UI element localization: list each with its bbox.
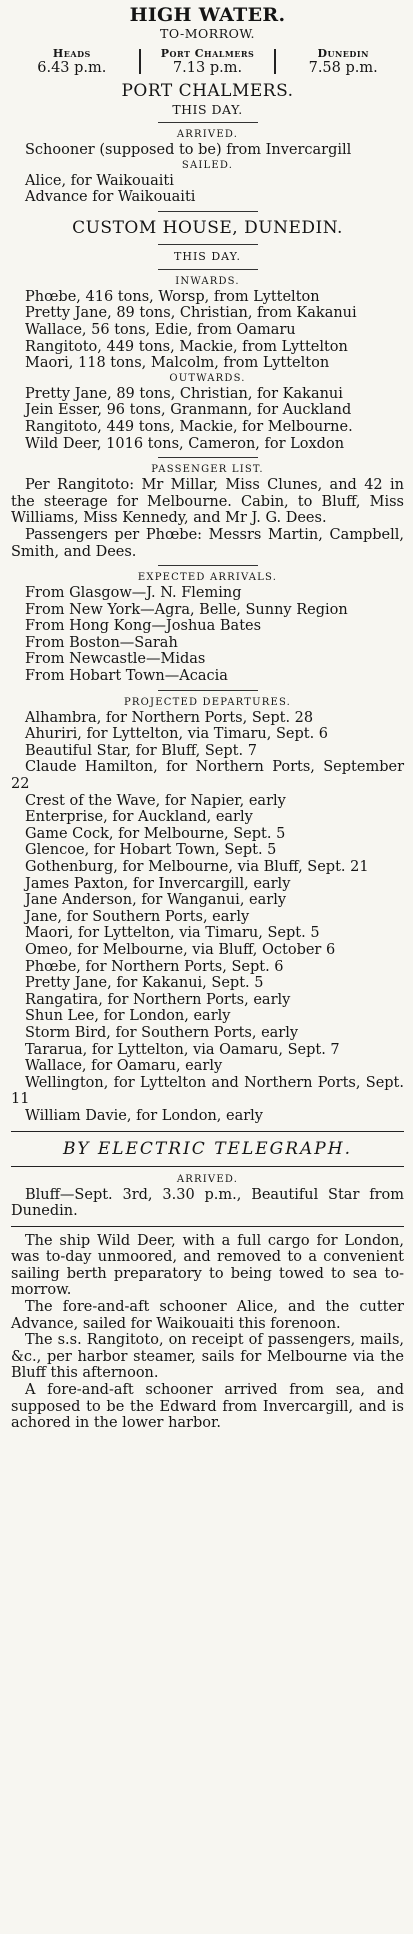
departure-entry: Ahuriri, for Lyttelton, via Timaru, Sept. 6 xyxy=(25,726,329,743)
departure-entry: Rangatira, for Northern Ports, early xyxy=(25,991,291,1008)
tide-time: 7.58 p.m. xyxy=(308,60,378,76)
short-rule xyxy=(158,122,258,123)
departure-entry: Storm Bird, for Southern Ports, early xyxy=(25,1024,299,1041)
outwards-entry: Rangitoto, 449 tons, Mackie, for Melbourne. xyxy=(25,418,353,435)
outwards-heading: OUTWARDS. xyxy=(169,372,246,384)
departure-entry: Alhambra, for Northern Ports, Sept. 28 xyxy=(25,709,314,726)
departure-entry: Jane Anderson, for Wanganui, early xyxy=(25,892,287,909)
sailed-entry: Alice, for Waikouaiti xyxy=(25,172,174,189)
passenger-paragraph: Per Rangitoto: Mr Millar, Miss Clunes, and 42 in the steerage for Melbourne. Cabin, to Bluff, Miss Williams, Miss Kennedy, and Mr J. G. Dees. xyxy=(11,477,404,527)
departure-entry: Game Cock, for Melbourne, Sept. 5 xyxy=(25,825,286,842)
departure-entry: Phœbe, for Northern Ports, Sept. 6 xyxy=(25,958,284,975)
departure-entry: Wellington, for Lyttelton and Northern Ports, Sept. 11 xyxy=(11,1074,404,1108)
inwards-entry: Rangitoto, 449 tons, Mackie, from Lyttelton xyxy=(25,338,348,355)
arrival-entry: From Hobart Town—Acacia xyxy=(25,668,228,685)
passenger-list-heading: PASSENGER LIST. xyxy=(151,464,264,476)
arrived-entry: Schooner (supposed to be) from Invercargill xyxy=(25,142,352,158)
departure-entry: Wallace, for Oamaru, early xyxy=(25,1058,223,1075)
custom-house-subtitle: THIS DAY. xyxy=(174,249,241,263)
departure-entry: Gothenburg, for Melbourne, via Bluff, Sept. 21 xyxy=(25,859,369,875)
outwards-entry: Pretty Jane, 89 tons, Christian, for Kakanui xyxy=(25,385,343,402)
inwards-heading: INWARDS. xyxy=(175,275,240,287)
news-paragraph: The s.s. Rangitoto, on receipt of passengers, mails, &c., per harbor steamer, sails for Melbourne via the Bluff this afternoon. xyxy=(11,1332,404,1382)
projected-departures-heading: PROJECTED DEPARTURES. xyxy=(123,696,292,708)
arrival-entry: From Glasgow—J. N. Fleming xyxy=(25,585,242,602)
departure-entry: Maori, for Lyttelton, via Timaru, Sept. 5 xyxy=(25,925,320,942)
tide-heads xyxy=(11,47,133,76)
custom-house-title: CUSTOM HOUSE, DUNEDIN. xyxy=(72,217,343,238)
telegraph-heading: BY ELECTRIC TELEGRAPH. xyxy=(63,1138,352,1159)
high-water-title: HIGH WATER. xyxy=(129,4,286,26)
arrival-entry: From Hong Kong—Joshua Bates xyxy=(25,618,262,635)
short-rule xyxy=(158,244,258,245)
departure-entry: Crest of the Wave, for Napier, early xyxy=(25,792,286,809)
departure-entry: Claude Hamilton, for Northern Ports, September 22 xyxy=(11,759,404,793)
tide-place: Port Chalmers xyxy=(160,47,255,60)
short-rule xyxy=(158,565,258,566)
tide-table xyxy=(11,47,404,76)
section-rule xyxy=(11,1131,404,1132)
news-paragraph: The ship Wild Deer, with a full cargo for London, was to-day unmoored, and removed to a convenient sailing berth preparatory to being towed to sea to-morrow. xyxy=(11,1232,404,1299)
inwards-entry: Wallace, 56 tons, Edie, from Oamaru xyxy=(25,321,296,338)
short-rule xyxy=(158,457,258,458)
expected-arrivals-heading: EXPECTED ARRIVALS. xyxy=(137,572,278,584)
departure-entry: Pretty Jane, for Kakanui, Sept. 5 xyxy=(25,975,264,992)
departure-entry: William Davie, for London, early xyxy=(25,1107,263,1124)
tide-time: 7.13 p.m. xyxy=(172,60,243,76)
port-chalmers-subtitle: THIS DAY. xyxy=(172,102,243,117)
departure-entry: Enterprise, for Auckland, early xyxy=(25,809,253,826)
section-rule xyxy=(11,1226,404,1227)
telegraph-arrived-entry: Bluff—Sept. 3rd, 3.30 p.m., Beautiful Star from Dunedin. xyxy=(11,1186,404,1220)
inwards-entry: Maori, 118 tons, Malcolm, from Lyttelton xyxy=(25,355,330,372)
tide-port-chalmers xyxy=(147,47,269,76)
inwards-entry: Phœbe, 416 tons, Worsp, from Lyttelton xyxy=(25,288,320,305)
telegraph-arrived-heading: ARRIVED. xyxy=(176,1173,239,1185)
news-paragraph: A fore-and-aft schooner arrived from sea, and supposed to be the Edward from Invercargill, and is achored in the lower harbor. xyxy=(11,1382,404,1432)
departure-entry: Shun Lee, for London, early xyxy=(25,1008,231,1025)
departure-entry: Omeo, for Melbourne, via Bluff, October 6 xyxy=(25,941,336,958)
inwards-entry: Pretty Jane, 89 tons, Christian, from Kakanui xyxy=(25,305,357,322)
news-paragraph: The fore-and-aft schooner Alice, and the cutter Advance, sailed for Waikouaiti this forenoon. xyxy=(11,1299,404,1332)
column-divider xyxy=(139,49,141,74)
tide-dunedin xyxy=(282,47,404,76)
departure-entry: Jane, for Southern Ports, early xyxy=(25,908,250,925)
high-water-subtitle: TO-MORROW. xyxy=(159,26,256,41)
section-rule xyxy=(11,1166,404,1167)
tide-place: Heads xyxy=(52,47,91,60)
arrival-entry: From Boston—Sarah xyxy=(25,634,178,651)
sailed-entry: Advance for Waikouaiti xyxy=(25,189,196,206)
departure-entry: Beautiful Star, for Bluff, Sept. 7 xyxy=(25,742,257,759)
arrival-entry: From Newcastle—Midas xyxy=(25,651,206,668)
arrived-heading: ARRIVED. xyxy=(176,129,239,140)
departure-entry: Tararua, for Lyttelton, via Oamaru, Sept. 7 xyxy=(25,1041,340,1058)
sailed-heading: SAILED. xyxy=(181,159,234,171)
arrival-entry: From New York—Agra, Belle, Sunny Region xyxy=(25,601,348,618)
departure-entry: Glencoe, for Hobart Town, Sept. 5 xyxy=(25,842,277,859)
short-rule xyxy=(158,211,258,212)
outwards-entry: Wild Deer, 1016 tons, Cameron, for Loxdon xyxy=(25,435,345,452)
outwards-entry: Jein Esser, 96 tons, Granmann, for Auckland xyxy=(25,402,352,419)
column-divider xyxy=(274,49,276,74)
port-chalmers-title: PORT CHALMERS. xyxy=(121,81,294,101)
newspaper-column xyxy=(11,0,404,1432)
short-rule xyxy=(158,269,258,270)
short-rule xyxy=(158,690,258,691)
departure-entry: James Paxton, for Invercargill, early xyxy=(25,875,291,892)
tide-place: Dunedin xyxy=(317,47,369,60)
tide-time: 6.43 p.m. xyxy=(37,60,107,76)
passenger-paragraph: Passengers per Phœbe: Messrs Martin, Campbell, Smith, and Dees. xyxy=(11,526,404,560)
